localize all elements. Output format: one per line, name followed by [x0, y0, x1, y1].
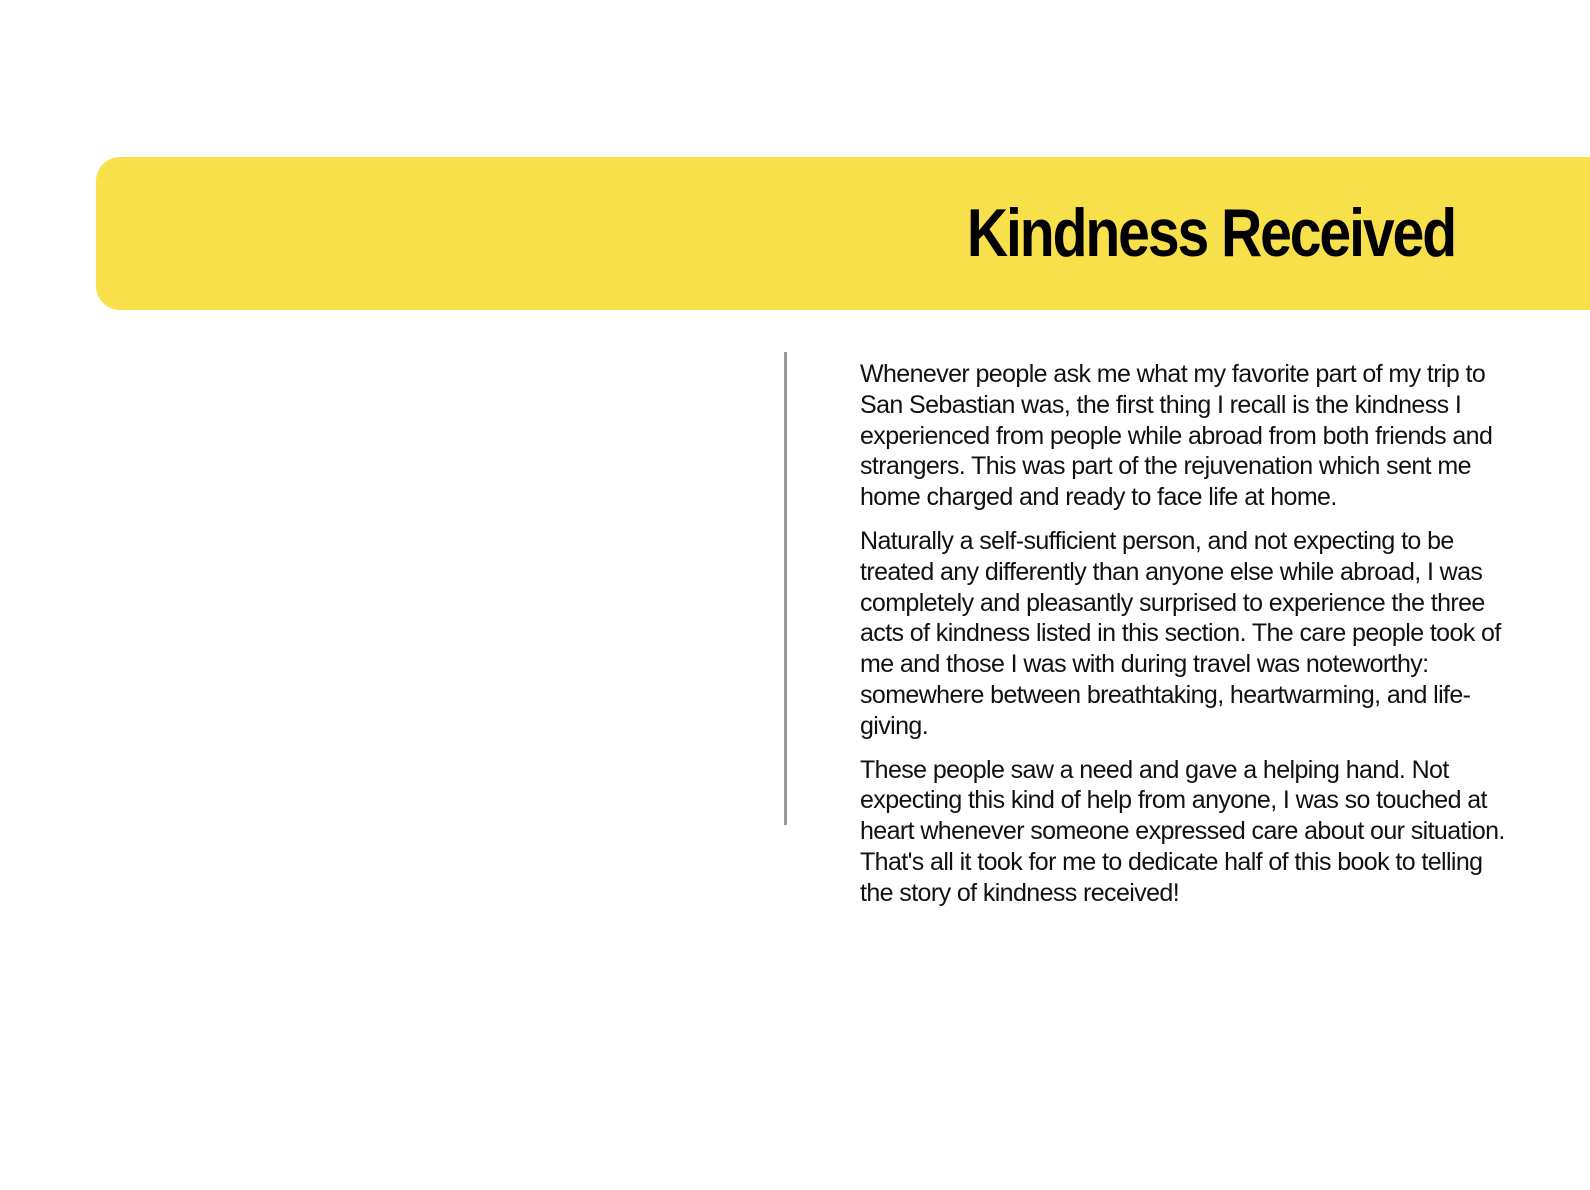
column-divider — [784, 352, 787, 825]
body-text — [860, 359, 1520, 922]
body-paragraph: Naturally a self-sufficient person, and not expecting to be treated any differently than anyone else while abroad, I was completely and pleasantly surprised to experience the three acts of kindness listed in this section. The care people took of me and those I was with during travel was noteworthy: somewhere between breathtaking, heartwarming, and life-giving. — [860, 526, 1501, 740]
body-paragraph: These people saw a need and gave a helping hand. Not expecting this kind of help from anyone, I was so touched at heart whenever someone expressed care about our situation. That's all it took for me to dedicate half of this book to telling the story of kindness received! — [860, 755, 1505, 907]
title-banner — [96, 157, 1590, 310]
page-title: Kindness Received — [966, 195, 1455, 271]
body-paragraph: Whenever people ask me what my favorite part of my trip to San Sebastian was, the first thing I recall is the kindness I experienced from people while abroad from both friends and strangers. This was part of the rejuvenation which sent me home charged and ready to face life at home. — [860, 360, 1493, 512]
